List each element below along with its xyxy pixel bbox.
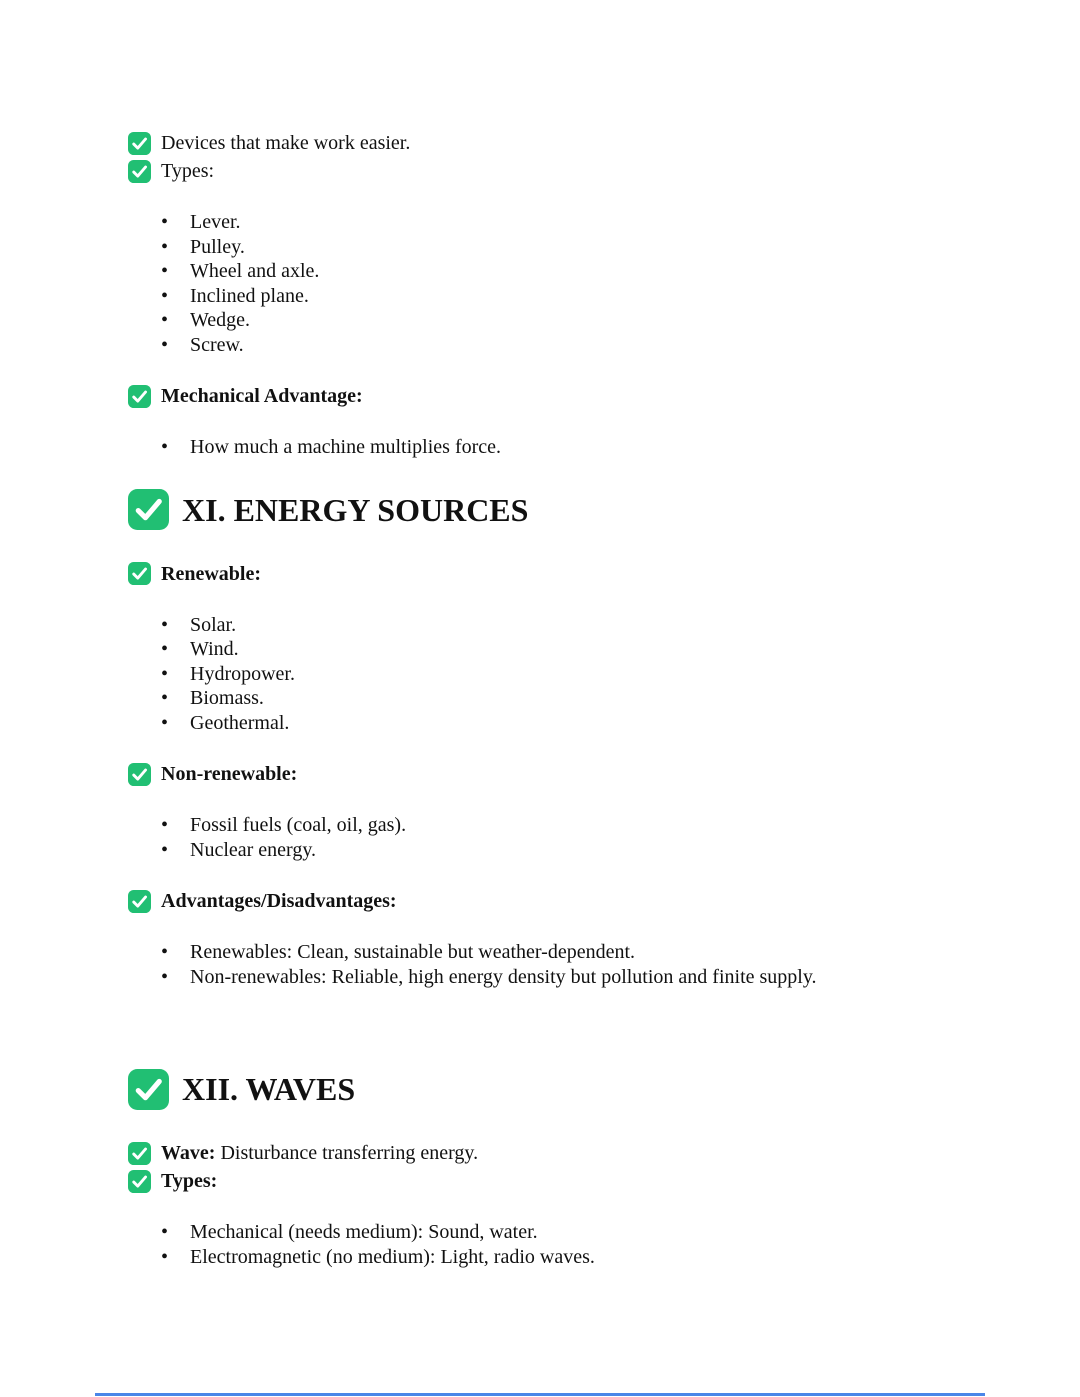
checklist-line xyxy=(0,887,1080,915)
bullet-item: • Fossil fuels (coal, oil, gas). xyxy=(128,813,1080,838)
checklist-line xyxy=(0,1167,1080,1195)
bullet-item: • Mechanical (needs medium): Sound, water. xyxy=(128,1220,1080,1245)
bullet-item: • Nuclear energy. xyxy=(128,838,1080,863)
bullet-list xyxy=(0,210,1080,357)
checklist-text: Types: xyxy=(161,160,215,182)
document-content xyxy=(0,129,1080,1269)
checklist-label-bold: Renewable: xyxy=(161,562,261,585)
checklist-label-bold: Advantages/Disadvantages: xyxy=(161,890,397,912)
checkbox-checked-icon xyxy=(128,1069,169,1110)
bullet-item: • Wedge. xyxy=(128,308,1080,333)
checklist-line xyxy=(0,1139,1080,1167)
checkbox-checked-icon xyxy=(128,385,151,408)
bullet-list xyxy=(0,940,1080,989)
bullet-item: • Pulley. xyxy=(128,235,1080,260)
checkbox-checked-icon xyxy=(128,489,169,530)
bullet-item: • Solar. xyxy=(128,613,1080,638)
bullet-item: • Electromagnetic (no medium): Light, radio waves. xyxy=(128,1245,1080,1270)
checklist-label-bold: Mechanical Advantage: xyxy=(161,385,363,407)
bullet-list xyxy=(0,1220,1080,1269)
bullet-item: • Geothermal. xyxy=(128,711,1080,736)
checkbox-checked-icon xyxy=(128,1170,151,1193)
checklist-label-bold: Non-renewable: xyxy=(161,763,298,785)
checkbox-checked-icon xyxy=(128,890,151,913)
checkbox-checked-icon xyxy=(128,160,151,183)
bullet-item: • Hydropower. xyxy=(128,662,1080,687)
checklist-line xyxy=(0,129,1080,157)
checklist-line xyxy=(0,157,1080,185)
checkbox-checked-icon xyxy=(128,562,151,585)
checkbox-checked-icon xyxy=(128,132,151,155)
bullet-list xyxy=(0,813,1080,862)
checkbox-checked-icon xyxy=(128,1142,151,1165)
bullet-list xyxy=(0,435,1080,460)
checklist-label-bold: Wave: xyxy=(161,1142,216,1164)
bullet-item: • Screw. xyxy=(128,333,1080,358)
checkbox-checked-icon xyxy=(128,763,151,786)
bullet-item: • Lever. xyxy=(128,210,1080,235)
checklist-line xyxy=(0,560,1080,588)
bullet-item: • Renewables: Clean, sustainable but weather-dependent. xyxy=(128,940,1080,965)
page-bottom-rule xyxy=(95,1393,985,1396)
bullet-item: • Wind. xyxy=(128,637,1080,662)
checklist-label-bold: Types: xyxy=(161,1170,218,1192)
checklist-line xyxy=(0,382,1080,410)
bullet-item: • Inclined plane. xyxy=(128,284,1080,309)
bullet-item: • Non-renewables: Reliable, high energy density but pollution and finite supply. xyxy=(128,965,1080,990)
section-heading xyxy=(0,1065,1080,1113)
checklist-text: Disturbance transferring energy. xyxy=(215,1142,479,1164)
checklist-text: Devices that make work easier. xyxy=(161,132,411,154)
bullet-item: • How much a machine multiplies force. xyxy=(128,435,1080,460)
section-heading-text: XI. ENERGY SOURCES xyxy=(182,491,529,528)
section-heading xyxy=(0,486,1080,534)
section-heading-text: XII. WAVES xyxy=(182,1071,356,1107)
bullet-item: • Wheel and axle. xyxy=(128,259,1080,284)
bullet-list xyxy=(0,613,1080,736)
checklist-line xyxy=(0,760,1080,788)
bullet-item: • Biomass. xyxy=(128,686,1080,711)
